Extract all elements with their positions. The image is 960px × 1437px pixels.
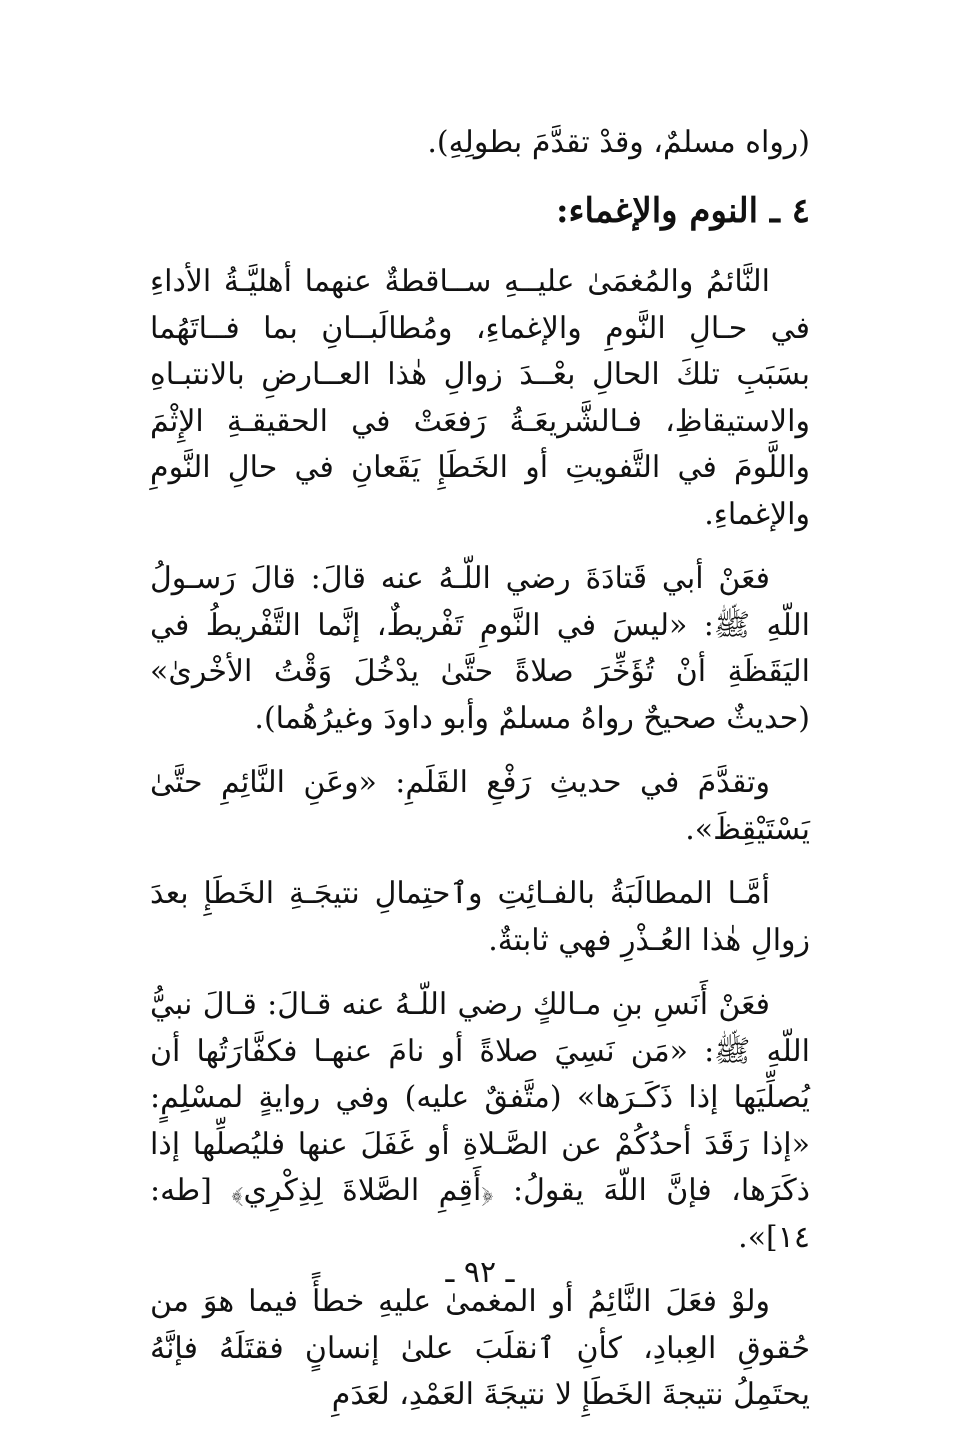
section-heading: ٤ ـ النوم والإغماء: [555, 190, 810, 231]
paragraph-raising-pen: وتقدَّمَ في حديثِ رَفْعِ القَلَمِ: «وعَنِ النَّائِمِ حتَّىٰ يَسْتَيْقِظَ». [150, 765, 810, 847]
paragraph-obligation: أمَّـا المطالَبَةُ بالفـائِتِ وٱحتِمالِ نتيجَـةِ الخَطَإِ بعدَ زوالِ هٰذا العُـذْرِ فهي ثابتةٌ. [150, 876, 810, 958]
page-number: ـ ٩٢ ـ [445, 1255, 515, 1290]
paragraph-anas: فعَنْ أَنَسِ بنِ مـالكٍ رضي اللّـهُ عنه قـالَ: قـالَ نبيُّ اللّهِ ﷺ: «مَن نَسِيَ صلاةً أو نامَ عنهـا فكفَّارَتُها أن يُصلِّيَها إذا ذَكَـرَها» (متَّفقٌ عليه) وفي روايةٍ لمسْلِمٍ: «إذا رَقَدَ أحدُكُمْ عن الصَّـلاةِ أو غَفَلَ عنها فليُصلِّها إذا ذكَرَها، فإنَّ اللّهَ يقولُ: ﴿أَقِمِ الصَّلاةَ لِذِكْرِي﴾ [طه: ١٤]». [150, 987, 811, 1255]
intro-line: (رواه مسلمٌ، وقدْ تقدَّمَ بطولِهِ). [427, 125, 810, 160]
paragraph-sleep-fainting: النَّائمُ والمُغمَىٰ عليــهِ ســاقطةٌ عنهما أهليَّـةُ الأداءِ في حـالِ النَّومِ والإغماءِ، ومُطالَبــانِ بما فــاتَهُما بسَبَبِ تلكَ الحالِ بعْــدَ زوالِ هٰذا العــارضِ بالانتبـاهِ والاستيقاظِ، فـالشَّريعَـةُ رَفعَتْ في الحقيقـةِ الإِثْمَ واللَّومَ في التَّفويتِ أو الخَطَإِ يَقَعانِ في حالِ النَّومِ والإغماءِ. [150, 264, 810, 532]
paragraph-abu-qatada: فعَنْ أبي قَتادَةَ رضي اللّـهُ عنه قالَ: قالَ رَسـولُ اللّهِ ﷺ: «ليسَ في النَّومِ تَفْريطٌ، إنَّما التَّفْريطُ في اليَقَظَةِ أنْ تُؤَخِّرَ صلاةً حتَّىٰ يدْخُلَ وَقْتُ الأخْرىٰ» (حديثٌ صحيحٌ رواهُ مسلمٌ وأبو داودَ وغيرُهُما). [150, 561, 810, 736]
page-body [150, 120, 810, 1437]
paragraph-rights: ولوْ فعَلَ النَّائِمُ أو المغمىٰ عليهِ خطأً فيما هوَ من حُقوقِ العِبادِ، كأنِ ٱنقلَبَ علىٰ إنسانٍ فقتَلَهُ فإنَّهُ يحتَمِلُ نتيجةَ الخَطَإِ لا نتيجَةَ العَمْدِ، لعَدَمِ [150, 1284, 810, 1413]
